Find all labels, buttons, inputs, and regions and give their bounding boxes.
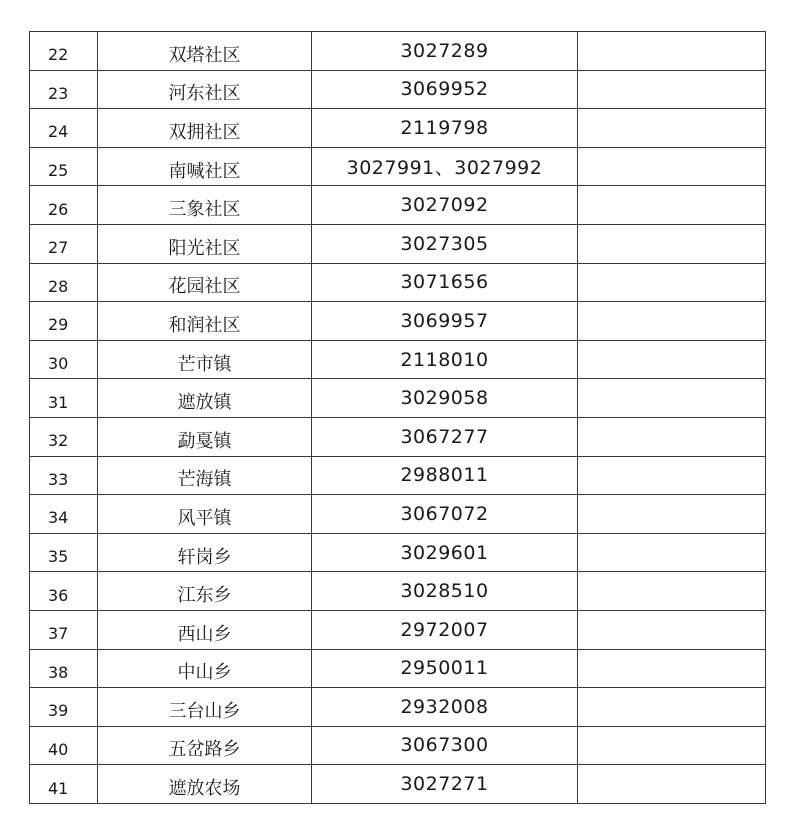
unit-name: 五岔路乡 xyxy=(98,726,312,765)
note-cell xyxy=(578,533,766,572)
table-row xyxy=(30,456,766,495)
note-cell xyxy=(578,688,766,727)
phone-number: 2932008 xyxy=(312,688,578,727)
phone-number: 2950011 xyxy=(312,649,578,688)
phone-number: 3067072 xyxy=(312,495,578,534)
unit-name: 三台山乡 xyxy=(98,688,312,727)
phone-number: 3029601 xyxy=(312,533,578,572)
table-row xyxy=(30,109,766,148)
phone-number: 2972007 xyxy=(312,610,578,649)
unit-name: 南喊社区 xyxy=(98,147,312,186)
unit-name: 和润社区 xyxy=(98,302,312,341)
row-number: 33 xyxy=(30,456,98,495)
row-number: 40 xyxy=(30,726,98,765)
table-row xyxy=(30,224,766,263)
row-number: 39 xyxy=(30,688,98,727)
contact-table-container xyxy=(29,31,765,804)
table-row xyxy=(30,263,766,302)
note-cell xyxy=(578,32,766,71)
unit-name: 勐戛镇 xyxy=(98,417,312,456)
phone-number: 3028510 xyxy=(312,572,578,611)
phone-number: 3071656 xyxy=(312,263,578,302)
unit-name: 花园社区 xyxy=(98,263,312,302)
phone-number: 3069952 xyxy=(312,70,578,109)
unit-name: 中山乡 xyxy=(98,649,312,688)
table-row xyxy=(30,610,766,649)
note-cell xyxy=(578,186,766,225)
unit-name: 芒市镇 xyxy=(98,340,312,379)
unit-name: 双拥社区 xyxy=(98,109,312,148)
unit-name: 双塔社区 xyxy=(98,32,312,71)
table-row xyxy=(30,649,766,688)
note-cell xyxy=(578,70,766,109)
unit-name: 江东乡 xyxy=(98,572,312,611)
unit-name: 轩岗乡 xyxy=(98,533,312,572)
table-row xyxy=(30,186,766,225)
note-cell xyxy=(578,649,766,688)
note-cell xyxy=(578,340,766,379)
table-row xyxy=(30,765,766,804)
table-row xyxy=(30,572,766,611)
row-number: 27 xyxy=(30,224,98,263)
row-number: 32 xyxy=(30,417,98,456)
unit-name: 西山乡 xyxy=(98,610,312,649)
phone-number: 3069957 xyxy=(312,302,578,341)
note-cell xyxy=(578,572,766,611)
note-cell xyxy=(578,456,766,495)
row-number: 38 xyxy=(30,649,98,688)
phone-number: 2118010 xyxy=(312,340,578,379)
note-cell xyxy=(578,224,766,263)
unit-name: 芒海镇 xyxy=(98,456,312,495)
note-cell xyxy=(578,263,766,302)
row-number: 28 xyxy=(30,263,98,302)
row-number: 29 xyxy=(30,302,98,341)
phone-number: 3067277 xyxy=(312,417,578,456)
row-number: 35 xyxy=(30,533,98,572)
row-number: 36 xyxy=(30,572,98,611)
table-row xyxy=(30,340,766,379)
phone-number: 3027289 xyxy=(312,32,578,71)
note-cell xyxy=(578,302,766,341)
unit-name: 遮放农场 xyxy=(98,765,312,804)
row-number: 23 xyxy=(30,70,98,109)
table-row xyxy=(30,70,766,109)
phone-number: 3027991、3027992 xyxy=(312,147,578,186)
note-cell xyxy=(578,610,766,649)
row-number: 24 xyxy=(30,109,98,148)
table-row xyxy=(30,533,766,572)
table-row xyxy=(30,726,766,765)
note-cell xyxy=(578,417,766,456)
phone-number: 2119798 xyxy=(312,109,578,148)
table-row xyxy=(30,32,766,71)
row-number: 22 xyxy=(30,32,98,71)
table-row xyxy=(30,379,766,418)
phone-number: 3027305 xyxy=(312,224,578,263)
row-number: 31 xyxy=(30,379,98,418)
unit-name: 阳光社区 xyxy=(98,224,312,263)
note-cell xyxy=(578,765,766,804)
table-body xyxy=(30,32,766,804)
row-number: 25 xyxy=(30,147,98,186)
table-row xyxy=(30,302,766,341)
row-number: 41 xyxy=(30,765,98,804)
unit-name: 河东社区 xyxy=(98,70,312,109)
note-cell xyxy=(578,726,766,765)
contact-table xyxy=(29,31,766,804)
row-number: 37 xyxy=(30,610,98,649)
row-number: 34 xyxy=(30,495,98,534)
unit-name: 三象社区 xyxy=(98,186,312,225)
note-cell xyxy=(578,379,766,418)
note-cell xyxy=(578,109,766,148)
note-cell xyxy=(578,147,766,186)
phone-number: 3027092 xyxy=(312,186,578,225)
unit-name: 遮放镇 xyxy=(98,379,312,418)
note-cell xyxy=(578,495,766,534)
phone-number: 3067300 xyxy=(312,726,578,765)
table-row xyxy=(30,495,766,534)
phone-number: 3027271 xyxy=(312,765,578,804)
table-row xyxy=(30,688,766,727)
phone-number: 2988011 xyxy=(312,456,578,495)
row-number: 30 xyxy=(30,340,98,379)
phone-number: 3029058 xyxy=(312,379,578,418)
table-row xyxy=(30,417,766,456)
unit-name: 风平镇 xyxy=(98,495,312,534)
table-row xyxy=(30,147,766,186)
row-number: 26 xyxy=(30,186,98,225)
